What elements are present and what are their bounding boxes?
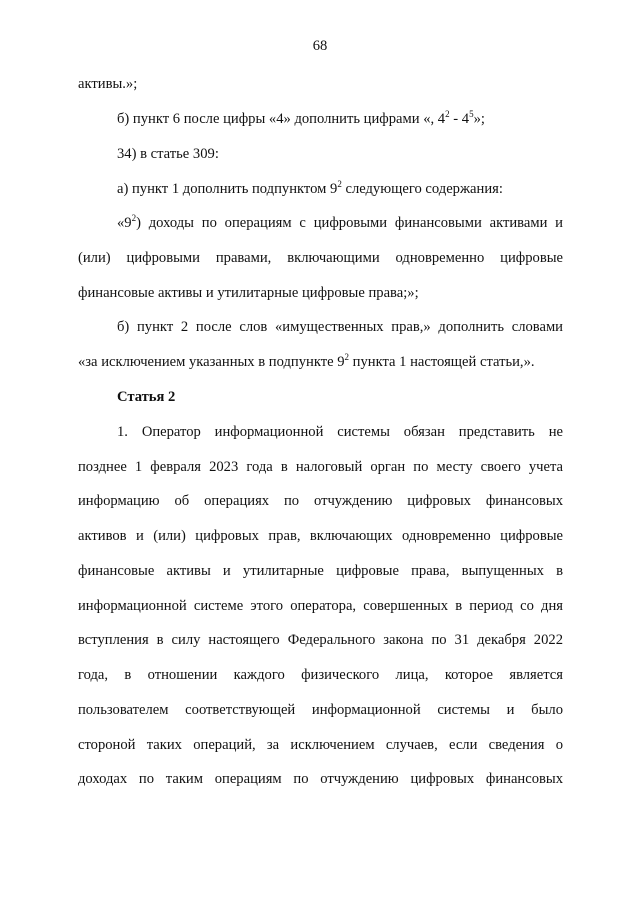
text-run: ) доходы по операциям с цифровыми финансовыми активами и (136, 215, 563, 231)
text-run: финансовые активы и утилитарные цифровые права, выпущенных в (78, 563, 563, 579)
text-run: «9 (117, 215, 132, 231)
text-run: - 4 (449, 111, 470, 127)
text-line (78, 284, 458, 302)
text-line (117, 318, 563, 336)
superscript: 5 (469, 109, 474, 119)
text-run: информацию об операциях по отчуждению цифровых финансовых (78, 493, 563, 509)
text-run: года, в отношении каждого физического лица, которое является (78, 667, 563, 683)
text-line (78, 736, 563, 754)
text-line (78, 249, 563, 267)
text-run: следующего содержания: (341, 181, 503, 197)
text-line (78, 666, 563, 684)
text-run: финансовые активы и утилитарные цифровые права;»; (78, 285, 419, 301)
text-line (117, 423, 563, 441)
article-heading (117, 388, 217, 406)
text-run: »; (473, 111, 485, 127)
text-run: пользователем соответствующей информационной системы и было (78, 702, 563, 718)
text-run: (или) цифровыми правами, включающими одновременно цифровые (78, 250, 563, 266)
line-text (78, 249, 563, 267)
text-run: позднее 1 февраля 2023 года в налоговый орган по месту своего учета (78, 459, 563, 475)
superscript: 2 (131, 213, 137, 223)
line-text (78, 284, 458, 302)
text-line (117, 110, 497, 128)
text-line (78, 75, 168, 93)
line-text (117, 110, 497, 128)
text-line (78, 770, 563, 788)
text-run: доходах по таким операциям по отчуждению цифровых финансовых (78, 771, 563, 787)
text-line (78, 701, 563, 719)
text-run: б) пункт 2 после слов «имущественных прав,» дополнить словами (117, 319, 563, 335)
line-text (117, 423, 563, 441)
superscript: 2 (445, 109, 450, 119)
line-text (117, 145, 267, 163)
text-run: а) пункт 1 дополнить подпунктом 9 (117, 181, 338, 197)
text-run: 34) в статье 309: (117, 146, 219, 162)
line-text (78, 492, 563, 510)
text-run: «за исключением указанных в подпункте 9 (78, 354, 345, 370)
line-text (78, 631, 563, 649)
text-run: б) пункт 6 после цифры «4» дополнить цифрами «, 4 (117, 111, 446, 127)
line-text (78, 527, 563, 545)
text-line (78, 353, 558, 371)
text-line (78, 597, 563, 615)
text-run: активы.»; (78, 76, 138, 92)
text-run: 1. Оператор информационной системы обязан представить не (117, 424, 563, 440)
line-text (78, 770, 563, 788)
text-run: вступления в силу настоящего Федерального закона по 31 декабря 2022 (78, 632, 563, 648)
text-line (117, 145, 267, 163)
text-line (117, 214, 563, 232)
line-text (78, 353, 558, 371)
page-number: 68 (312, 38, 328, 54)
line-text (117, 318, 563, 336)
superscript: 2 (344, 352, 350, 362)
text-line (78, 492, 563, 510)
text-run: информационной системе этого оператора, совершенных в период со дня (78, 598, 563, 614)
text-run: активов и (или) цифровых прав, включающих одновременно цифровые (78, 528, 563, 544)
text-line (78, 631, 563, 649)
text-line (78, 562, 563, 580)
text-line (78, 527, 563, 545)
line-text (78, 736, 563, 754)
line-text (78, 458, 563, 476)
text-run: пункта 1 настоящей статьи,». (349, 354, 535, 370)
line-text (117, 388, 217, 406)
text-run: стороной таких операций, за исключением случаев, если сведения о (78, 737, 563, 753)
line-text (78, 597, 563, 615)
text-line (78, 458, 563, 476)
line-text (78, 75, 168, 93)
line-text (117, 180, 517, 198)
superscript: 2 (337, 179, 342, 189)
line-text (78, 701, 563, 719)
line-text (78, 666, 563, 684)
line-text (78, 562, 563, 580)
text-run: Статья 2 (117, 389, 176, 405)
line-text (117, 214, 563, 232)
text-line (117, 180, 517, 198)
